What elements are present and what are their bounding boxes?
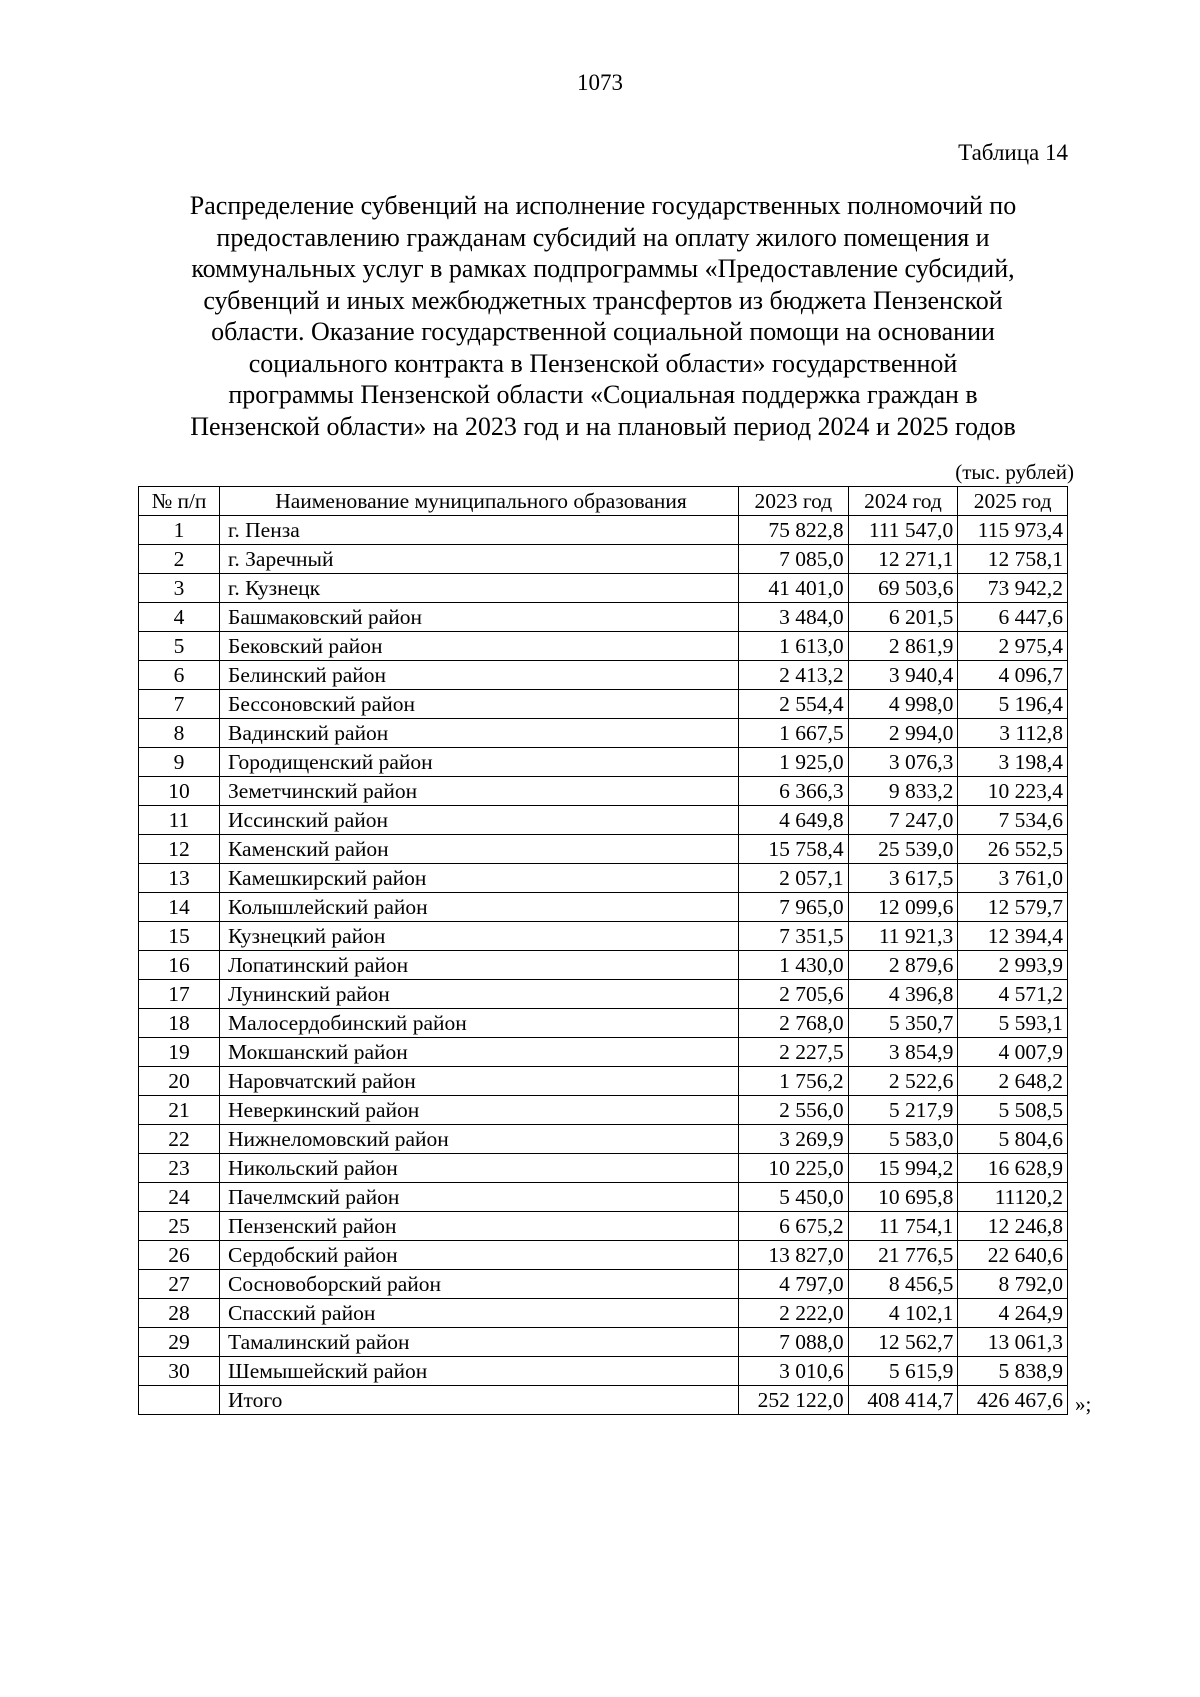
cell-2024: 12 099,6 bbox=[848, 893, 958, 922]
cell-2023: 4 797,0 bbox=[739, 1270, 849, 1299]
cell-2024: 4 998,0 bbox=[848, 690, 958, 719]
cell-no: 16 bbox=[139, 951, 220, 980]
cell-name: Белинский район bbox=[220, 661, 739, 690]
cell-name: Спасский район bbox=[220, 1299, 739, 1328]
table-row bbox=[139, 806, 1068, 835]
cell-2024: 8 456,5 bbox=[848, 1270, 958, 1299]
cell-name: г. Пенза bbox=[220, 516, 739, 545]
cell-2023: 2 227,5 bbox=[739, 1038, 849, 1067]
cell-2024: 10 695,8 bbox=[848, 1183, 958, 1212]
cell-no: 6 bbox=[139, 661, 220, 690]
cell-2025: 4 571,2 bbox=[958, 980, 1068, 1009]
cell-no: 7 bbox=[139, 690, 220, 719]
cell-name: Сердобский район bbox=[220, 1241, 739, 1270]
cell-name: Пензенский район bbox=[220, 1212, 739, 1241]
cell-2025: 5 196,4 bbox=[958, 690, 1068, 719]
cell-no: 18 bbox=[139, 1009, 220, 1038]
header-2025: 2025 год bbox=[958, 487, 1068, 516]
cell-2024: 2 879,6 bbox=[848, 951, 958, 980]
total-row bbox=[139, 1386, 1068, 1415]
cell-name: Лунинский район bbox=[220, 980, 739, 1009]
header-2023: 2023 год bbox=[739, 487, 849, 516]
units-label: (тыс. рублей) bbox=[955, 460, 1074, 484]
cell-2024: 2 861,9 bbox=[848, 632, 958, 661]
cell-name: Лопатинский район bbox=[220, 951, 739, 980]
title-line: социального контракта в Пензенской области» государственной bbox=[248, 348, 958, 378]
table-row bbox=[139, 864, 1068, 893]
cell-2023: 2 413,2 bbox=[739, 661, 849, 690]
table-row bbox=[139, 1270, 1068, 1299]
cell-2023: 3 484,0 bbox=[739, 603, 849, 632]
cell-name: Земетчинский район bbox=[220, 777, 739, 806]
cell-name: Тамалинский район bbox=[220, 1328, 739, 1357]
cell-2023: 1 925,0 bbox=[739, 748, 849, 777]
header-no: № п/п bbox=[139, 487, 220, 516]
cell-no: 2 bbox=[139, 545, 220, 574]
title-line: коммунальных услуг в рамках подпрограммы «Предоставление субсидий, bbox=[191, 254, 1015, 283]
cell-2024: 21 776,5 bbox=[848, 1241, 958, 1270]
cell-name: Бековский район bbox=[220, 632, 739, 661]
cell-2025: 4 096,7 bbox=[958, 661, 1068, 690]
cell-name: г. Заречный bbox=[220, 545, 739, 574]
table-row bbox=[139, 1009, 1068, 1038]
cell-2023: 2 222,0 bbox=[739, 1299, 849, 1328]
cell-2023: 1 430,0 bbox=[739, 951, 849, 980]
cell-2024: 7 247,0 bbox=[848, 806, 958, 835]
cell-no: 29 bbox=[139, 1328, 220, 1357]
table-row bbox=[139, 516, 1068, 545]
cell-name: Колышлейский район bbox=[220, 893, 739, 922]
cell-no: 9 bbox=[139, 748, 220, 777]
cell-no: 17 bbox=[139, 980, 220, 1009]
cell-2024: 3 617,5 bbox=[848, 864, 958, 893]
cell-2025: 4 007,9 bbox=[958, 1038, 1068, 1067]
cell-2025: 3 112,8 bbox=[958, 719, 1068, 748]
cell-2025: 7 534,6 bbox=[958, 806, 1068, 835]
table-row bbox=[139, 1096, 1068, 1125]
cell-2024: 5 583,0 bbox=[848, 1125, 958, 1154]
cell-2025: 10 223,4 bbox=[958, 777, 1068, 806]
cell-2024: 25 539,0 bbox=[848, 835, 958, 864]
cell-no: 14 bbox=[139, 893, 220, 922]
cell-2024: 5 350,7 bbox=[848, 1009, 958, 1038]
cell-name: Никольский район bbox=[220, 1154, 739, 1183]
title-line: Пензенской области» на 2023 год и на плановый период 2024 и 2025 годов bbox=[190, 411, 1016, 441]
cell-2024: 3 940,4 bbox=[848, 661, 958, 690]
cell-no: 4 bbox=[139, 603, 220, 632]
cell-2024: 5 217,9 bbox=[848, 1096, 958, 1125]
cell-name: г. Кузнецк bbox=[220, 574, 739, 603]
table-row bbox=[139, 1038, 1068, 1067]
cell-name: Иссинский район bbox=[220, 806, 739, 835]
table-row bbox=[139, 951, 1068, 980]
cell-name: Сосновоборский район bbox=[220, 1270, 739, 1299]
cell-2024: 2 522,6 bbox=[848, 1067, 958, 1096]
cell-2023: 7 085,0 bbox=[739, 545, 849, 574]
table-row bbox=[139, 1125, 1068, 1154]
cell-2024: 11 754,1 bbox=[848, 1212, 958, 1241]
table-label: Таблица 14 bbox=[958, 140, 1068, 165]
cell-name: Неверкинский район bbox=[220, 1096, 739, 1125]
cell-2025: 13 061,3 bbox=[958, 1328, 1068, 1357]
cell-2023: 7 965,0 bbox=[739, 893, 849, 922]
cell-2023: 10 225,0 bbox=[739, 1154, 849, 1183]
cell-2024: 3 854,9 bbox=[848, 1038, 958, 1067]
table-row bbox=[139, 690, 1068, 719]
cell-2024: 15 994,2 bbox=[848, 1154, 958, 1183]
cell-no: 10 bbox=[139, 777, 220, 806]
cell-2025: 426 467,6 bbox=[958, 1386, 1068, 1415]
cell-no: 13 bbox=[139, 864, 220, 893]
title-line: субвенций и иных межбюджетных трансфертов из бюджета Пензенской bbox=[203, 285, 1003, 315]
cell-2025: 5 593,1 bbox=[958, 1009, 1068, 1038]
cell-2024: 408 414,7 bbox=[848, 1386, 958, 1415]
cell-2023: 1 613,0 bbox=[739, 632, 849, 661]
cell-2025: 11120,2 bbox=[958, 1183, 1068, 1212]
cell-2023: 6 366,3 bbox=[739, 777, 849, 806]
cell-2023: 7 088,0 bbox=[739, 1328, 849, 1357]
header-2024: 2024 год bbox=[848, 487, 958, 516]
cell-no: 21 bbox=[139, 1096, 220, 1125]
cell-2023: 2 705,6 bbox=[739, 980, 849, 1009]
cell-name: Бессоновский район bbox=[220, 690, 739, 719]
cell-no: 23 bbox=[139, 1154, 220, 1183]
table-row bbox=[139, 748, 1068, 777]
cell-no: 3 bbox=[139, 574, 220, 603]
cell-no: 20 bbox=[139, 1067, 220, 1096]
title-line: предоставлению гражданам субсидий на оплату жилого помещения и bbox=[216, 222, 990, 252]
cell-no: 5 bbox=[139, 632, 220, 661]
table-row bbox=[139, 980, 1068, 1009]
cell-2023: 3 010,6 bbox=[739, 1357, 849, 1386]
cell-no: 19 bbox=[139, 1038, 220, 1067]
cell-2023: 15 758,4 bbox=[739, 835, 849, 864]
cell-2024: 3 076,3 bbox=[848, 748, 958, 777]
cell-name: Шемышейский район bbox=[220, 1357, 739, 1386]
document-title bbox=[138, 190, 1068, 442]
cell-no: 12 bbox=[139, 835, 220, 864]
cell-name: Итого bbox=[220, 1386, 739, 1415]
cell-2025: 4 264,9 bbox=[958, 1299, 1068, 1328]
cell-2025: 2 648,2 bbox=[958, 1067, 1068, 1096]
table-row bbox=[139, 893, 1068, 922]
cell-name: Наровчатский район bbox=[220, 1067, 739, 1096]
cell-2023: 2 057,1 bbox=[739, 864, 849, 893]
cell-2025: 3 198,4 bbox=[958, 748, 1068, 777]
cell-2024: 4 102,1 bbox=[848, 1299, 958, 1328]
cell-2025: 3 761,0 bbox=[958, 864, 1068, 893]
cell-2023: 13 827,0 bbox=[739, 1241, 849, 1270]
cell-2023: 2 554,4 bbox=[739, 690, 849, 719]
cell-no: 11 bbox=[139, 806, 220, 835]
cell-2024: 5 615,9 bbox=[848, 1357, 958, 1386]
cell-2025: 12 394,4 bbox=[958, 922, 1068, 951]
subvention-table bbox=[138, 486, 1068, 1415]
table-row bbox=[139, 1357, 1068, 1386]
cell-2025: 5 838,9 bbox=[958, 1357, 1068, 1386]
cell-2023: 6 675,2 bbox=[739, 1212, 849, 1241]
cell-no: 27 bbox=[139, 1270, 220, 1299]
cell-no: 24 bbox=[139, 1183, 220, 1212]
cell-2023: 7 351,5 bbox=[739, 922, 849, 951]
cell-no: 1 bbox=[139, 516, 220, 545]
table-header-row bbox=[139, 487, 1068, 516]
table-row bbox=[139, 1154, 1068, 1183]
cell-2025: 115 973,4 bbox=[958, 516, 1068, 545]
table-row bbox=[139, 1067, 1068, 1096]
cell-2025: 73 942,2 bbox=[958, 574, 1068, 603]
cell-name: Пачелмский район bbox=[220, 1183, 739, 1212]
table-row bbox=[139, 632, 1068, 661]
cell-no: 25 bbox=[139, 1212, 220, 1241]
table-row bbox=[139, 545, 1068, 574]
closing-quote-mark: »; bbox=[1075, 1392, 1092, 1416]
header-name: Наименование муниципального образования bbox=[220, 487, 739, 516]
cell-name: Мокшанский район bbox=[220, 1038, 739, 1067]
cell-name: Каменский район bbox=[220, 835, 739, 864]
table-row bbox=[139, 777, 1068, 806]
cell-2023: 1 756,2 bbox=[739, 1067, 849, 1096]
cell-2025: 12 246,8 bbox=[958, 1212, 1068, 1241]
cell-2025: 2 993,9 bbox=[958, 951, 1068, 980]
cell-2025: 2 975,4 bbox=[958, 632, 1068, 661]
cell-2023: 75 822,8 bbox=[739, 516, 849, 545]
table-row bbox=[139, 1241, 1068, 1270]
table-row bbox=[139, 719, 1068, 748]
cell-name: Нижнеломовский район bbox=[220, 1125, 739, 1154]
cell-2023: 2 556,0 bbox=[739, 1096, 849, 1125]
cell-no: 30 bbox=[139, 1357, 220, 1386]
cell-name: Башмаковский район bbox=[220, 603, 739, 632]
cell-name: Городищенский район bbox=[220, 748, 739, 777]
table-row bbox=[139, 1328, 1068, 1357]
cell-no: 22 bbox=[139, 1125, 220, 1154]
cell-2023: 4 649,8 bbox=[739, 806, 849, 835]
cell-no: 8 bbox=[139, 719, 220, 748]
cell-name: Малосердобинский район bbox=[220, 1009, 739, 1038]
cell-name: Кузнецкий район bbox=[220, 922, 739, 951]
cell-2024: 2 994,0 bbox=[848, 719, 958, 748]
table-row bbox=[139, 574, 1068, 603]
cell-no: 15 bbox=[139, 922, 220, 951]
title-line: программы Пензенской области «Социальная поддержка граждан в bbox=[228, 380, 978, 409]
title-line: области. Оказание государственной социальной помощи на основании bbox=[211, 317, 995, 346]
cell-2025: 8 792,0 bbox=[958, 1270, 1068, 1299]
cell-2024: 9 833,2 bbox=[848, 777, 958, 806]
cell-2024: 12 271,1 bbox=[848, 545, 958, 574]
cell-2023: 3 269,9 bbox=[739, 1125, 849, 1154]
cell-2025: 5 508,5 bbox=[958, 1096, 1068, 1125]
table-body bbox=[139, 516, 1068, 1415]
cell-2023: 5 450,0 bbox=[739, 1183, 849, 1212]
cell-no: 26 bbox=[139, 1241, 220, 1270]
cell-2023: 2 768,0 bbox=[739, 1009, 849, 1038]
cell-2023: 1 667,5 bbox=[739, 719, 849, 748]
cell-name: Камешкирский район bbox=[220, 864, 739, 893]
cell-2025: 12 579,7 bbox=[958, 893, 1068, 922]
cell-2025: 22 640,6 bbox=[958, 1241, 1068, 1270]
table-row bbox=[139, 922, 1068, 951]
cell-2025: 16 628,9 bbox=[958, 1154, 1068, 1183]
cell-2025: 12 758,1 bbox=[958, 545, 1068, 574]
page-number: 1073 bbox=[577, 70, 623, 95]
cell-no bbox=[139, 1386, 220, 1415]
cell-2025: 6 447,6 bbox=[958, 603, 1068, 632]
cell-2024: 6 201,5 bbox=[848, 603, 958, 632]
table-row bbox=[139, 1212, 1068, 1241]
cell-2024: 11 921,3 bbox=[848, 922, 958, 951]
table-row bbox=[139, 835, 1068, 864]
table-row bbox=[139, 603, 1068, 632]
table-row bbox=[139, 1183, 1068, 1212]
cell-no: 28 bbox=[139, 1299, 220, 1328]
title-line: Распределение субвенций на исполнение государственных полномочий по bbox=[189, 191, 1017, 220]
cell-2024: 12 562,7 bbox=[848, 1328, 958, 1357]
cell-2025: 26 552,5 bbox=[958, 835, 1068, 864]
table-row bbox=[139, 1299, 1068, 1328]
cell-name: Вадинский район bbox=[220, 719, 739, 748]
cell-2024: 4 396,8 bbox=[848, 980, 958, 1009]
cell-2023: 252 122,0 bbox=[739, 1386, 849, 1415]
cell-2024: 111 547,0 bbox=[848, 516, 958, 545]
cell-2024: 69 503,6 bbox=[848, 574, 958, 603]
cell-2025: 5 804,6 bbox=[958, 1125, 1068, 1154]
table-row bbox=[139, 661, 1068, 690]
cell-2023: 41 401,0 bbox=[739, 574, 849, 603]
